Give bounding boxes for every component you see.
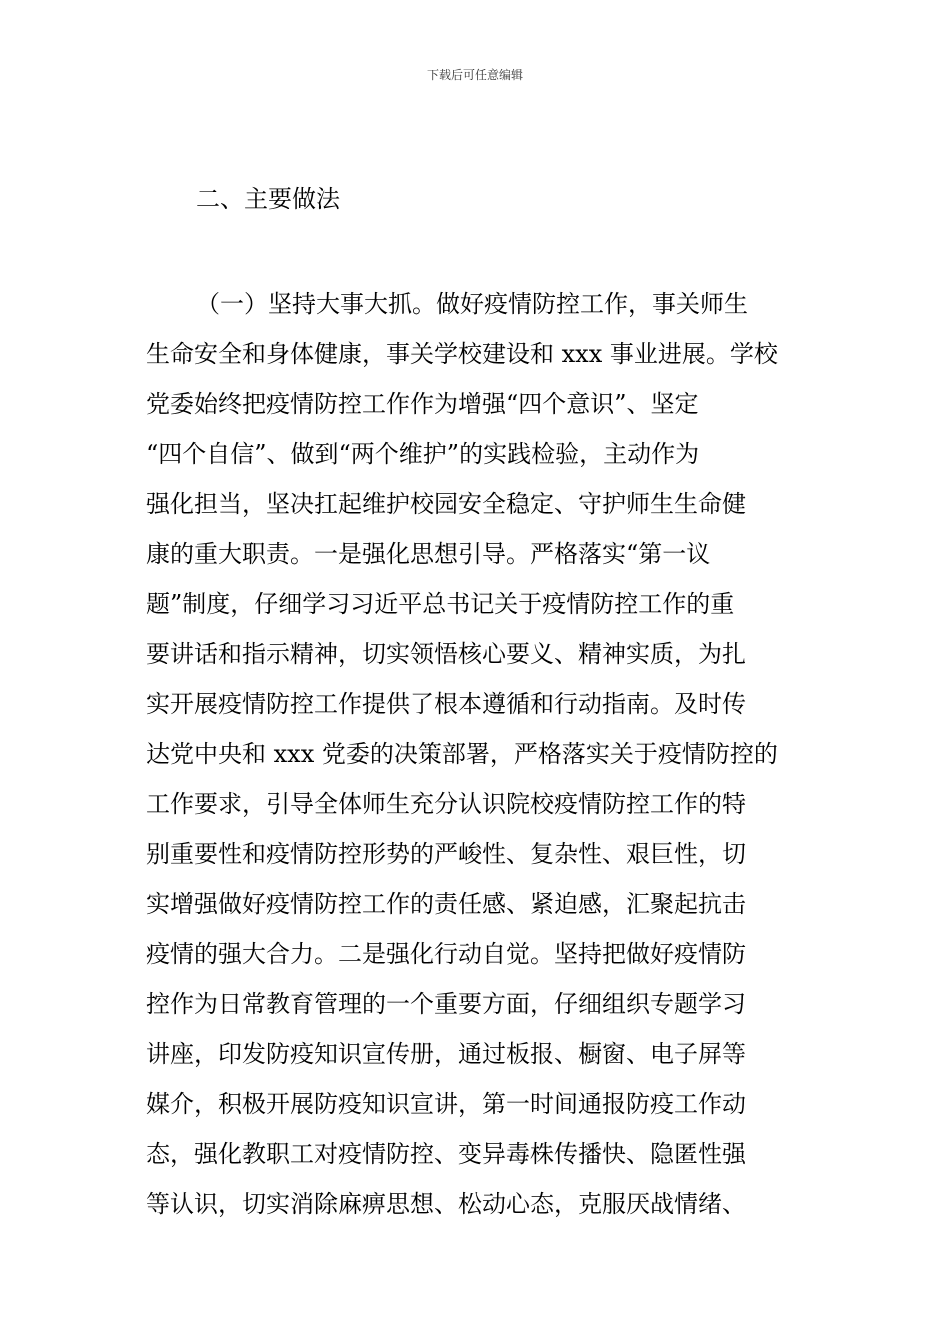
- paragraph-line: 工作要求，引导全体师生充分认识院校疫情防控工作的特: [146, 790, 746, 818]
- paragraph-line: 实开展疫情防控工作提供了根本遵循和行动指南。及时传: [146, 690, 746, 718]
- section-heading: 二、主要做法: [196, 185, 340, 213]
- paragraph-line: 实增强做好疫情防控工作的责任感、紧迫感，汇聚起抗击: [146, 890, 746, 918]
- header-note: 下载后可任意编辑: [426, 68, 523, 82]
- paragraph-line: 党委始终把疫情防控工作作为增强“四个意识”、坚定: [146, 390, 699, 418]
- paragraph-line: （一）坚持大事大抓。做好疫情防控工作，事关师生: [196, 290, 748, 318]
- paragraph-line: 别重要性和疫情防控形势的严峻性、复杂性、艰巨性，切: [146, 840, 746, 868]
- body-paragraph: [146, 279, 816, 1229]
- paragraph-line: 康的重大职责。一是强化思想引导。严格落实“第一议: [146, 540, 711, 568]
- paragraph-line: 控作为日常教育管理的一个重要方面，仔细组织专题学习: [146, 990, 746, 1018]
- paragraph-line: 强化担当，坚决扛起维护校园安全稳定、守护师生生命健: [146, 490, 746, 518]
- paragraph-line: 媒介，积极开展防疫知识宣讲，第一时间通报防疫工作动: [146, 1090, 746, 1118]
- paragraph-line: 达党中央和 xxx 党委的决策部署，严格落实关于疫情防控的: [146, 740, 778, 768]
- paragraph-line: “四个自信”、做到“两个维护”的实践检验，主动作为: [146, 440, 700, 468]
- paragraph-line: 疫情的强大合力。二是强化行动自觉。坚持把做好疫情防: [146, 940, 746, 968]
- paragraph-line: 题”制度，仔细学习习近平总书记关于疫情防控工作的重: [146, 590, 735, 618]
- paragraph-line: 生命安全和身体健康，事关学校建设和 xxx 事业进展。学校: [146, 340, 778, 368]
- paragraph-line: 等认识，切实消除麻痹思想、松动心态，克服厌战情绪、: [146, 1190, 746, 1218]
- paragraph-line: 态，强化教职工对疫情防控、变异毒株传播快、隐匿性强: [146, 1140, 746, 1168]
- paragraph-line: 要讲话和指示精神，切实领悟核心要义、精神实质，为扎: [146, 640, 746, 668]
- paragraph-line: 讲座，印发防疫知识宣传册，通过板报、橱窗、电子屏等: [146, 1040, 746, 1068]
